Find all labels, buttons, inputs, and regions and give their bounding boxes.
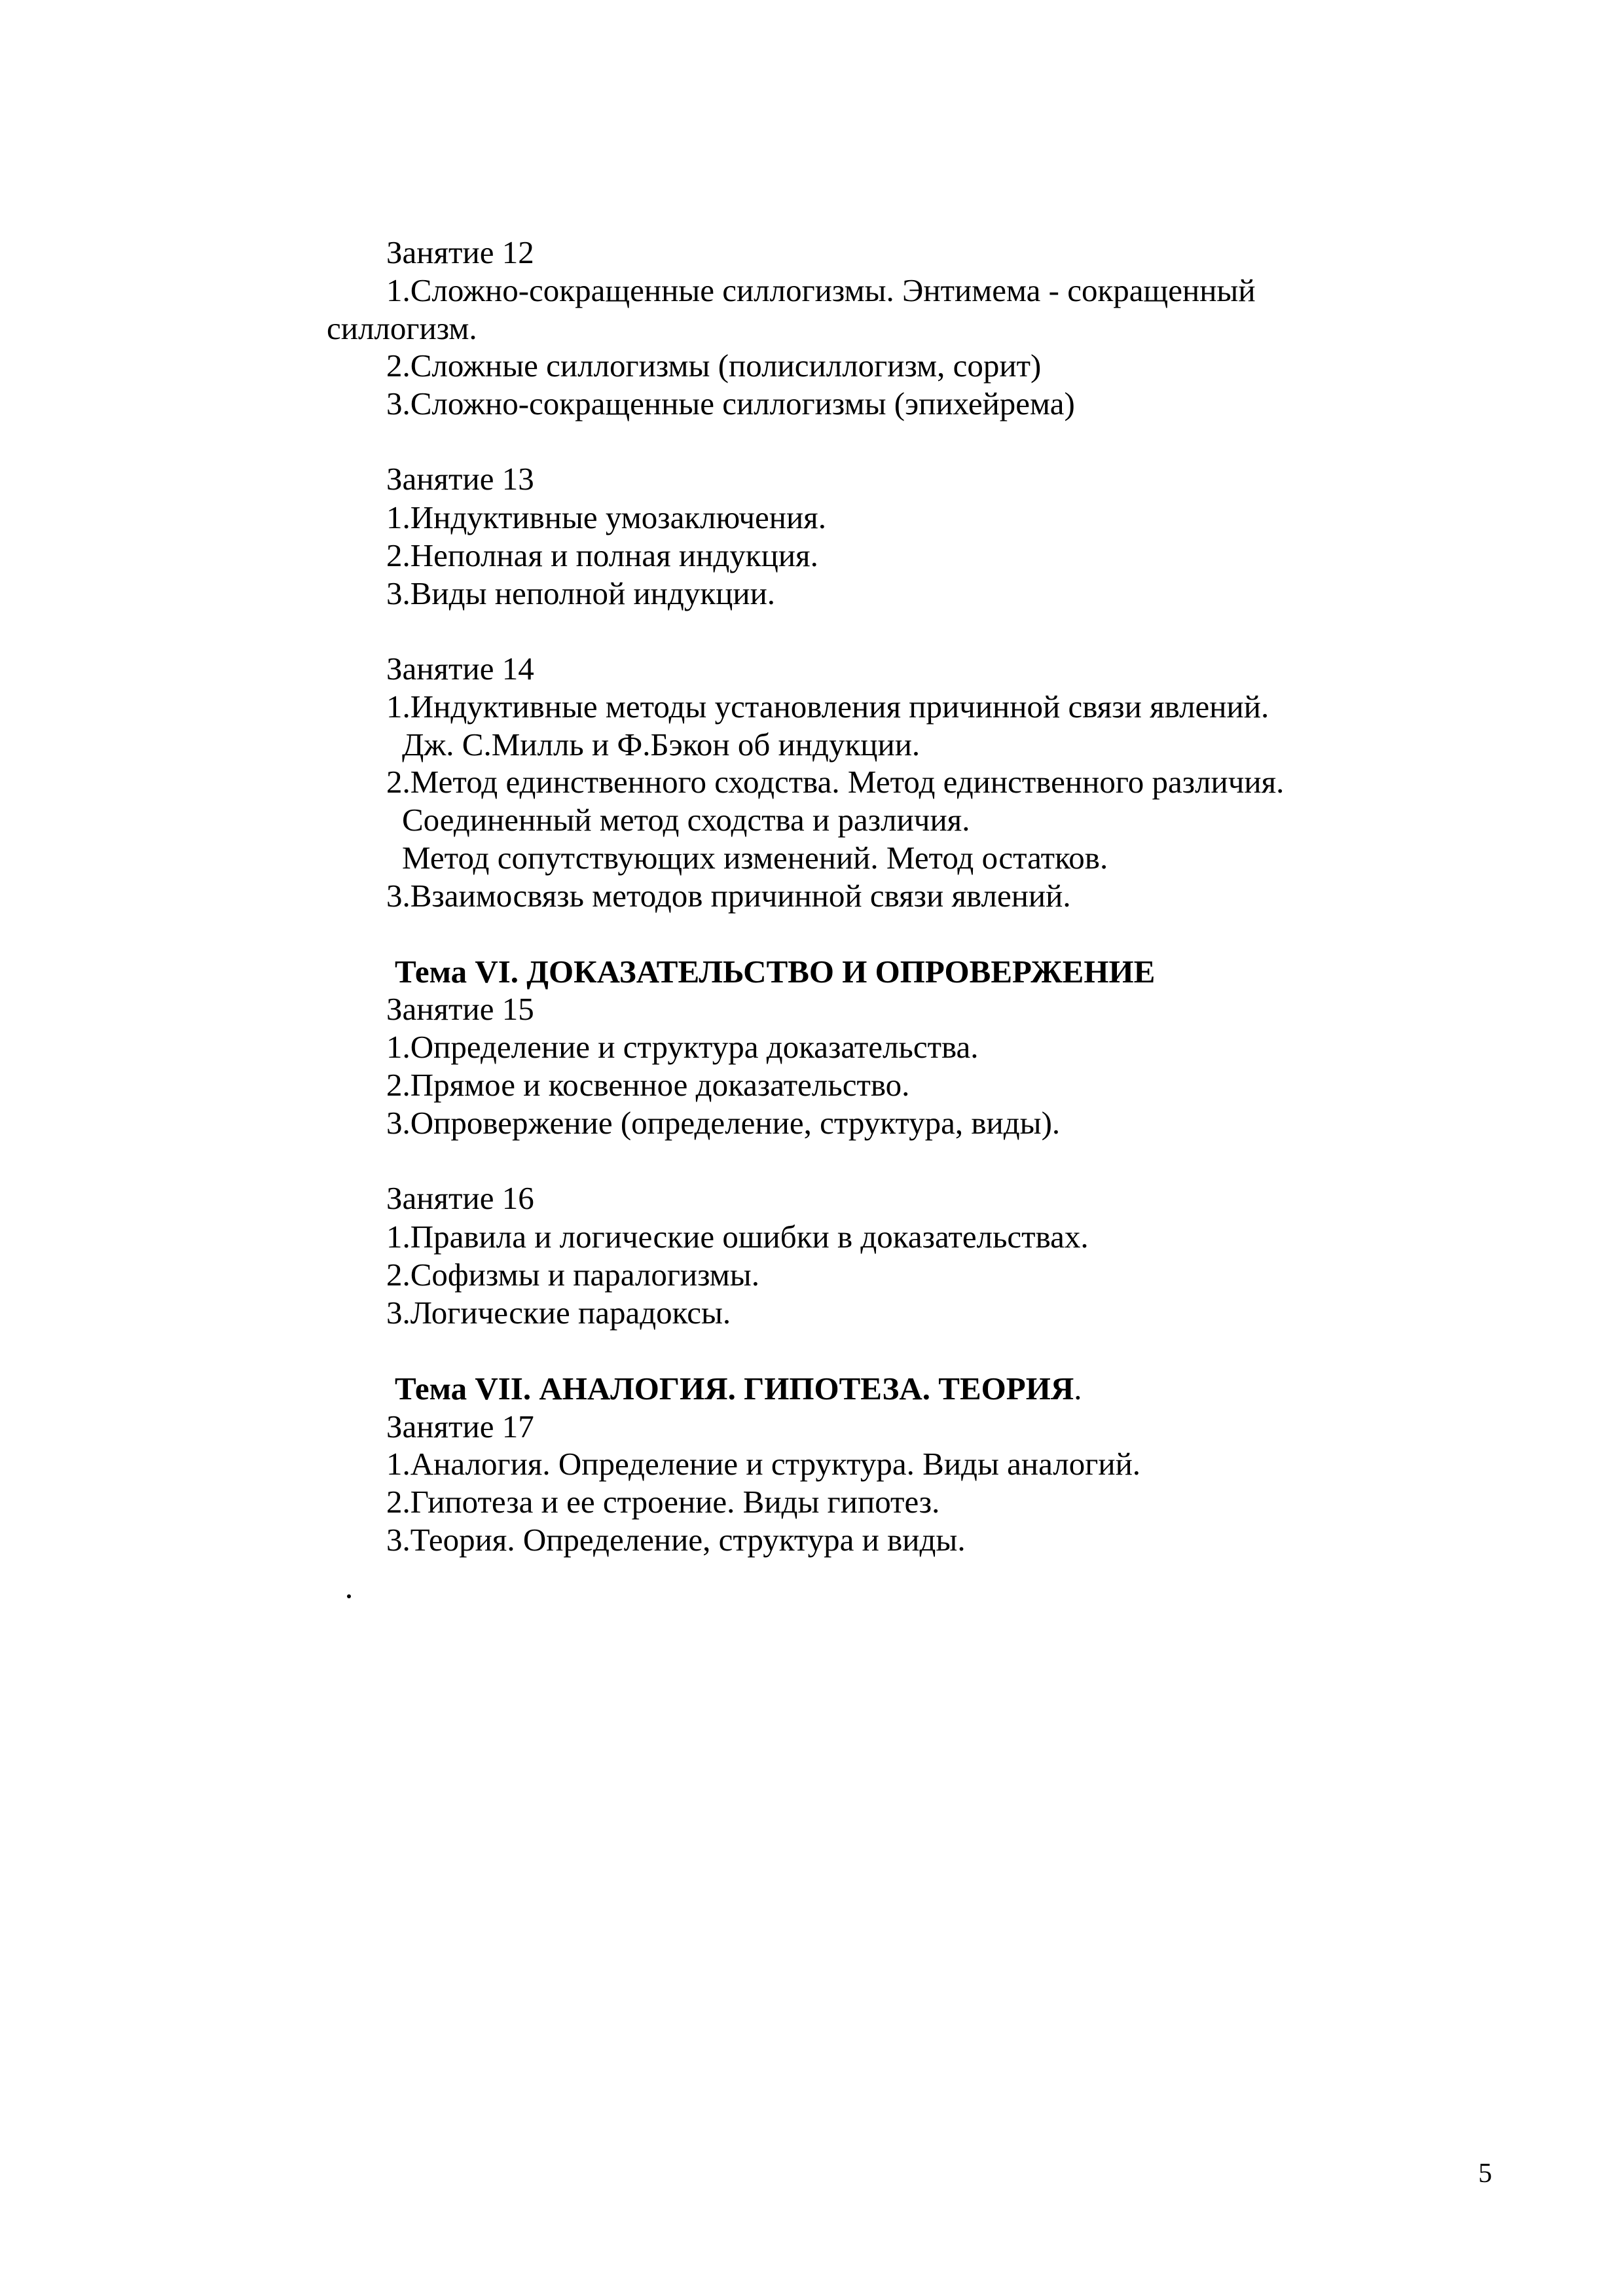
lesson-15-item-2: 2.Прямое и косвенное доказательство. bbox=[386, 1067, 910, 1103]
lesson-15-item-3: 3.Опровержение (определение, структура, виды). bbox=[386, 1105, 1061, 1141]
lesson-12-item-2: 2.Сложные силлогизмы (полисиллогизм, сорит) bbox=[386, 348, 1042, 384]
lesson-12-item-1: 1.Сложно-сокращенные силлогизмы. Энтимема - сокращенный bbox=[386, 272, 1256, 308]
lesson-16-item-3: 3.Логические парадоксы. bbox=[386, 1295, 731, 1331]
lesson-12-heading: Занятие 12 bbox=[386, 234, 534, 270]
lesson-17-item-3: 3.Теория. Определение, структура и виды. bbox=[386, 1522, 966, 1558]
lesson-14-heading: Занятие 14 bbox=[386, 651, 534, 687]
lesson-16-item-1: 1.Правила и логические ошибки в доказательствах. bbox=[386, 1219, 1089, 1255]
topic-6-title: Тема VI. ДОКАЗАТЕЛЬСТВО И ОПРОВЕРЖЕНИЕ bbox=[395, 954, 1156, 990]
lesson-13-heading: Занятие 13 bbox=[386, 461, 534, 497]
page-number: 5 bbox=[1478, 2159, 1492, 2189]
lesson-17-heading: Занятие 17 bbox=[386, 1408, 534, 1444]
lesson-12-item-1-continued: силлогизм. bbox=[327, 310, 477, 346]
topic-7-title: Тема VII. АНАЛОГИЯ. ГИПОТЕЗА. ТЕОРИЯ. bbox=[395, 1371, 1082, 1407]
lesson-17-item-2: 2.Гипотеза и ее строение. Виды гипотез. bbox=[386, 1484, 940, 1520]
lesson-17-item-1: 1.Аналогия. Определение и структура. Виды аналогий. bbox=[386, 1446, 1141, 1482]
lesson-13-item-3: 3.Виды неполной индукции. bbox=[386, 575, 776, 611]
lesson-16-heading: Занятие 16 bbox=[386, 1180, 534, 1216]
lesson-14-item-2-continued-2: Метод сопутствующих изменений. Метод остатков. bbox=[402, 840, 1108, 876]
lesson-14-item-2-continued-1: Соединенный метод сходства и различия. bbox=[402, 802, 970, 838]
lesson-15-heading: Занятие 15 bbox=[386, 991, 534, 1027]
lesson-14-item-1: 1.Индуктивные методы установления причинной связи явлений. bbox=[386, 689, 1269, 725]
lesson-14-item-3: 3.Взаимосвязь методов причинной связи явлений. bbox=[386, 878, 1071, 914]
lesson-16-item-2: 2.Софизмы и паралогизмы. bbox=[386, 1257, 759, 1293]
lesson-14-item-1-continued: Дж. С.Милль и Ф.Бэкон об индукции. bbox=[402, 726, 921, 762]
lesson-15-item-1: 1.Определение и структура доказательства. bbox=[386, 1029, 979, 1065]
lesson-12-item-3: 3.Сложно-сокращенные силлогизмы (эпихейрема) bbox=[386, 386, 1075, 422]
lesson-14-item-2: 2.Метод единственного сходства. Метод единственного различия. bbox=[386, 764, 1285, 800]
stray-dot-mark bbox=[347, 1594, 351, 1598]
lesson-13-item-2: 2.Неполная и полная индукция. bbox=[386, 537, 818, 573]
lesson-13-item-1: 1.Индуктивные умозаключения. bbox=[386, 499, 826, 535]
